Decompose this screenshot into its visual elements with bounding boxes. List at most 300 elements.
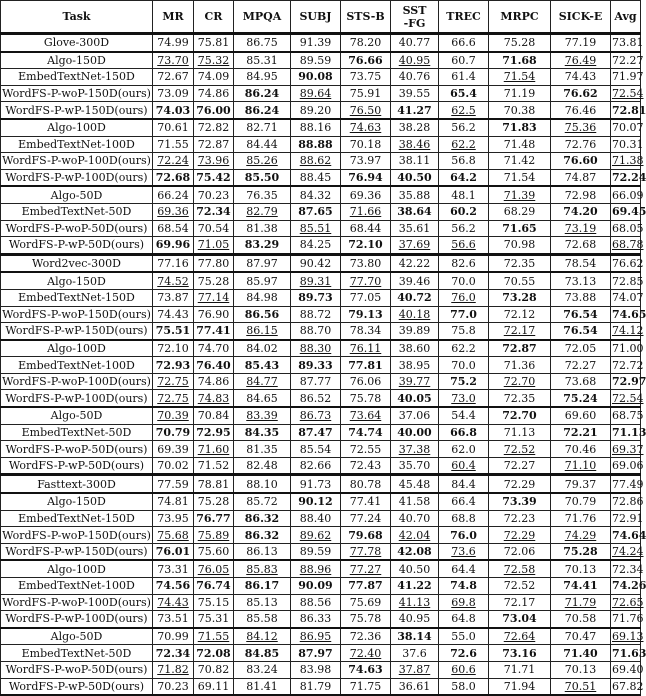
score-value: 77.78: [349, 545, 382, 559]
score-value: 37.06: [398, 409, 431, 423]
cell-mpqa: [234, 119, 291, 136]
score-value: 73.6: [451, 545, 476, 559]
table-row: [1, 306, 641, 323]
task-name: Fasttext-300D: [37, 477, 116, 491]
score-value: 86.24: [244, 87, 280, 101]
cell-mpqa: [234, 407, 291, 424]
score-value: 84.95: [246, 70, 278, 84]
cell-mrpc: [489, 289, 551, 306]
score-value: 62.2: [451, 341, 476, 355]
cell-subj: [291, 220, 341, 237]
table-row: [1, 645, 641, 662]
score-value: 90.12: [298, 495, 333, 509]
score-value: 42.08: [397, 545, 432, 559]
score-value: 76.60: [563, 154, 598, 168]
task-name: WordFS-P-wP-50D(ours): [8, 238, 145, 252]
score-value: 79.13: [348, 307, 383, 321]
cell-cr: [194, 153, 234, 170]
score-value: 72.24: [157, 154, 189, 168]
table-row: [1, 510, 641, 527]
score-value: 91.39: [299, 36, 332, 50]
cell-avg: [611, 357, 644, 374]
score-value: 75.32: [197, 53, 230, 67]
cell-cr: [194, 628, 234, 645]
score-value: 40.18: [398, 307, 431, 321]
cell-sicke: [551, 323, 611, 340]
task-name: EmbedTextNet-150D: [18, 70, 135, 84]
cell-sicke: [551, 390, 611, 407]
score-value: 38.14: [397, 630, 432, 644]
score-value: 72.27: [612, 53, 644, 67]
cell-mr: [153, 390, 194, 407]
score-value: 71.75: [349, 679, 382, 693]
cell-sicke: [551, 119, 611, 136]
cell-mpqa: [234, 52, 291, 69]
task-name: WordFS-P-wP-150D(ours): [5, 545, 148, 559]
score-value: 82.71: [246, 121, 278, 135]
cell-trec: [439, 441, 489, 458]
cell-mpqa: [234, 323, 291, 340]
cell-cr: [194, 510, 234, 527]
cell-mpqa: [234, 69, 291, 86]
cell-subj: [291, 493, 341, 510]
cell-cr: [194, 169, 234, 186]
score-value: 42.22: [398, 257, 431, 271]
score-value: 75.89: [197, 528, 230, 542]
score-value: 74.86: [197, 87, 230, 101]
score-value: 87.47: [298, 425, 333, 439]
score-value: 84.4: [451, 477, 476, 491]
cell-sstfg: [391, 357, 439, 374]
cell-sstfg: [391, 186, 439, 203]
cell-mrpc: [489, 407, 551, 424]
score-value: 74.12: [612, 324, 644, 338]
cell-mrpc: [489, 340, 551, 357]
cell-task: [1, 441, 153, 458]
table-row: [1, 136, 641, 153]
cell-stsb: [341, 237, 391, 255]
score-value: 73.39: [502, 495, 537, 509]
score-value: 72.29: [503, 528, 536, 542]
task-name: WordFS-P-woP-100D(ours): [2, 595, 151, 609]
cell-cr: [194, 220, 234, 237]
cell-mrpc: [489, 272, 551, 289]
score-value: 84.65: [246, 391, 278, 405]
score-value: 68.8: [451, 511, 476, 525]
score-value: 72.70: [503, 375, 536, 389]
score-value: 71.66: [349, 205, 382, 219]
cell-mpqa: [234, 678, 291, 695]
cell-cr: [194, 611, 234, 628]
cell-mr: [153, 594, 194, 611]
cell-sicke: [551, 69, 611, 86]
score-value: 74.43: [157, 595, 189, 609]
cell-sicke: [551, 52, 611, 69]
cell-mrpc: [489, 186, 551, 203]
cell-avg: [611, 237, 644, 255]
score-value: 62.2: [451, 137, 476, 151]
table-row: [1, 102, 641, 119]
table-row: [1, 34, 641, 52]
cell-task: [1, 373, 153, 390]
task-name: EmbedTextNet-150D: [18, 511, 135, 525]
cell-stsb: [341, 628, 391, 645]
score-value: 72.87: [502, 341, 537, 355]
cell-mpqa: [234, 527, 291, 544]
score-value: 77.59: [157, 477, 189, 491]
cell-task: [1, 323, 153, 340]
score-value: 70.13: [564, 663, 597, 677]
score-value: 86.33: [299, 612, 332, 626]
score-value: 75.2: [450, 375, 477, 389]
cell-sicke: [551, 611, 611, 628]
cell-stsb: [341, 594, 391, 611]
score-value: 75.81: [197, 36, 230, 50]
score-value: 77.16: [157, 257, 189, 271]
cell-mrpc: [489, 254, 551, 272]
cell-trec: [439, 424, 489, 441]
cell-mpqa: [234, 661, 291, 678]
cell-cr: [194, 594, 234, 611]
cell-sicke: [551, 661, 611, 678]
score-value: 71.55: [197, 630, 230, 644]
cell-mr: [153, 457, 194, 475]
cell-sicke: [551, 237, 611, 255]
cell-cr: [194, 272, 234, 289]
cell-subj: [291, 69, 341, 86]
score-value: 81.35: [246, 442, 278, 456]
cell-cr: [194, 203, 234, 220]
cell-sstfg: [391, 424, 439, 441]
cell-stsb: [341, 678, 391, 695]
cell-avg: [611, 493, 644, 510]
score-value: 82.79: [246, 205, 278, 219]
cell-mrpc: [489, 661, 551, 678]
cell-task: [1, 220, 153, 237]
cell-avg: [611, 390, 644, 407]
cell-task: [1, 136, 153, 153]
score-value: 72.72: [612, 358, 644, 372]
cell-mrpc: [489, 560, 551, 577]
cell-sstfg: [391, 407, 439, 424]
cell-avg: [611, 220, 644, 237]
cell-sicke: [551, 424, 611, 441]
score-value: 70.99: [157, 630, 189, 644]
score-value: 73.88: [564, 291, 597, 305]
cell-task: [1, 237, 153, 255]
cell-mpqa: [234, 457, 291, 475]
score-value: 68.54: [157, 221, 189, 235]
score-value: 76.66: [348, 53, 383, 67]
cell-stsb: [341, 52, 391, 69]
cell-trec: [439, 203, 489, 220]
cell-task: [1, 169, 153, 186]
cell-trec: [439, 527, 489, 544]
cell-cr: [194, 340, 234, 357]
cell-mpqa: [234, 510, 291, 527]
score-value: 74.87: [564, 171, 597, 185]
cell-sicke: [551, 186, 611, 203]
cell-sstfg: [391, 560, 439, 577]
cell-subj: [291, 357, 341, 374]
cell-trec: [439, 628, 489, 645]
task-name: WordFS-P-wP-100D(ours): [5, 171, 148, 185]
task-name: WordFS-P-woP-50D(ours): [5, 221, 148, 235]
score-value: 70.54: [197, 221, 230, 235]
cell-mr: [153, 289, 194, 306]
cell-task: [1, 390, 153, 407]
score-value: 40.95: [398, 53, 431, 67]
cell-cr: [194, 424, 234, 441]
score-value: 58.0: [451, 679, 476, 693]
task-name: Algo-150D: [47, 53, 106, 67]
score-value: 81.38: [246, 221, 278, 235]
score-value: 78.81: [197, 477, 230, 491]
score-value: 71.65: [502, 221, 537, 235]
score-value: 72.17: [503, 595, 536, 609]
cell-subj: [291, 52, 341, 69]
cell-stsb: [341, 578, 391, 595]
task-name: EmbedTextNet-50D: [21, 205, 132, 219]
cell-mpqa: [234, 611, 291, 628]
cell-avg: [611, 373, 646, 390]
score-value: 75.8: [451, 324, 476, 338]
score-value: 39.89: [398, 324, 431, 338]
score-value: 88.88: [298, 137, 333, 151]
cell-trec: [439, 373, 489, 390]
task-name: Algo-100D: [47, 562, 106, 576]
cell-trec: [439, 136, 489, 153]
score-value: 71.54: [503, 70, 536, 84]
score-value: 89.33: [298, 358, 333, 372]
task-name: WordFS-P-wP-150D(ours): [5, 103, 148, 117]
score-value: 86.15: [246, 324, 278, 338]
score-value: 38.46: [398, 137, 431, 151]
cell-avg: [611, 340, 644, 357]
cell-avg: [611, 272, 644, 289]
cell-avg: [611, 136, 644, 153]
cell-trec: [439, 578, 489, 595]
cell-mrpc: [489, 169, 551, 186]
cell-sstfg: [391, 272, 439, 289]
score-value: 73.96: [197, 154, 230, 168]
cell-trec: [439, 306, 489, 323]
score-value: 80.78: [349, 477, 382, 491]
cell-mrpc: [489, 357, 551, 374]
cell-task: [1, 119, 153, 136]
cell-sstfg: [391, 510, 439, 527]
cell-mr: [153, 578, 194, 595]
cell-sstfg: [391, 85, 439, 102]
task-name: EmbedTextNet-100D: [18, 137, 135, 151]
score-value: 71.52: [197, 459, 230, 473]
score-value: 86.13: [246, 545, 278, 559]
score-value: 71.60: [197, 442, 230, 456]
score-value: 76.00: [196, 103, 231, 117]
score-value: 76.49: [564, 53, 597, 67]
cell-task: [1, 475, 153, 493]
score-value: 76.06: [349, 375, 382, 389]
score-value: 74.03: [155, 103, 191, 117]
score-value: 72.10: [348, 238, 383, 252]
cell-mr: [153, 203, 194, 220]
cell-stsb: [341, 254, 391, 272]
cell-cr: [194, 289, 234, 306]
cell-mrpc: [489, 441, 551, 458]
score-value: 56.8: [451, 154, 476, 168]
cell-mpqa: [234, 357, 291, 374]
cell-subj: [291, 661, 341, 678]
cell-mr: [153, 424, 194, 441]
score-value: 77.41: [196, 324, 231, 338]
score-value: 74.41: [563, 579, 598, 593]
cell-task: [1, 661, 153, 678]
score-value: 76.40: [196, 358, 231, 372]
cell-trec: [439, 475, 489, 493]
cell-trec: [439, 85, 489, 102]
table-row: [1, 578, 641, 595]
score-value: 48.1: [451, 188, 476, 202]
table-row: [1, 69, 641, 86]
score-value: 76.94: [348, 171, 383, 185]
table-row: [1, 475, 641, 493]
cell-trec: [439, 645, 489, 662]
score-value: 74.86: [197, 375, 230, 389]
cell-mpqa: [234, 645, 291, 662]
cell-sicke: [551, 102, 611, 119]
cell-subj: [291, 153, 341, 170]
score-value: 71.40: [563, 646, 598, 660]
cell-mrpc: [489, 203, 551, 220]
score-value: 83.29: [244, 238, 280, 252]
cell-avg: [611, 527, 646, 544]
cell-cr: [194, 85, 234, 102]
score-value: 90.08: [298, 70, 333, 84]
score-value: 86.75: [246, 36, 278, 50]
cell-subj: [291, 628, 341, 645]
task-name: Algo-50D: [50, 630, 103, 644]
score-value: 76.54: [563, 324, 598, 338]
cell-subj: [291, 289, 341, 306]
cell-subj: [291, 119, 341, 136]
table-row: [1, 661, 641, 678]
cell-subj: [291, 645, 341, 662]
score-value: 71.82: [157, 663, 189, 677]
score-value: 71.13: [612, 425, 646, 439]
cell-stsb: [341, 527, 391, 544]
score-value: 70.02: [157, 459, 189, 473]
cell-mrpc: [489, 457, 551, 475]
cell-mrpc: [489, 527, 551, 544]
score-value: 68.78: [612, 238, 644, 252]
cell-mr: [153, 560, 194, 577]
score-value: 72.70: [502, 409, 537, 423]
cell-subj: [291, 543, 341, 560]
cell-sicke: [551, 136, 611, 153]
score-value: 38.11: [398, 154, 431, 168]
score-value: 72.34: [196, 205, 231, 219]
cell-avg: [611, 594, 644, 611]
task-name: Algo-50D: [50, 409, 103, 423]
cell-avg: [611, 441, 644, 458]
score-value: 73.95: [157, 511, 189, 525]
cell-mpqa: [234, 560, 291, 577]
score-value: 74.56: [155, 579, 191, 593]
table-row: [1, 424, 641, 441]
cell-stsb: [341, 34, 391, 52]
cell-avg: [611, 289, 644, 306]
cell-sstfg: [391, 441, 439, 458]
score-value: 71.63: [612, 646, 646, 660]
cell-task: [1, 85, 153, 102]
cell-stsb: [341, 203, 391, 220]
cell-mpqa: [234, 390, 291, 407]
score-value: 41.58: [398, 495, 431, 509]
cell-stsb: [341, 136, 391, 153]
table-row: [1, 220, 641, 237]
score-value: 89.62: [299, 528, 332, 542]
score-value: 71.13: [503, 425, 536, 439]
score-value: 75.28: [563, 545, 598, 559]
cell-mr: [153, 373, 194, 390]
score-value: 73.75: [349, 70, 382, 84]
score-value: 73.31: [157, 562, 189, 576]
cell-sstfg: [391, 457, 439, 475]
cell-stsb: [341, 441, 391, 458]
score-value: 71.19: [503, 87, 536, 101]
score-value: 72.36: [349, 630, 382, 644]
header-stsb: STS-B: [341, 1, 391, 34]
score-value: 37.38: [398, 442, 431, 456]
cell-stsb: [341, 289, 391, 306]
score-value: 73.13: [564, 274, 597, 288]
task-name: EmbedTextNet-100D: [18, 579, 135, 593]
table-row: [1, 237, 641, 255]
cell-trec: [439, 661, 489, 678]
cell-mrpc: [489, 475, 551, 493]
score-value: 40.05: [397, 391, 432, 405]
table-row: [1, 493, 641, 510]
score-value: 72.76: [564, 137, 597, 151]
score-value: 75.91: [349, 87, 382, 101]
cell-mpqa: [234, 373, 291, 390]
score-value: 70.0: [451, 274, 476, 288]
score-value: 73.97: [349, 154, 382, 168]
score-value: 72.27: [503, 459, 536, 473]
cell-sicke: [551, 169, 611, 186]
score-value: 71.05: [197, 238, 230, 252]
cell-task: [1, 69, 153, 86]
cell-mr: [153, 340, 194, 357]
cell-cr: [194, 390, 234, 407]
task-name: WordFS-P-wP-50D(ours): [8, 459, 145, 473]
score-value: 72.54: [612, 87, 644, 101]
cell-mpqa: [234, 340, 291, 357]
task-name: WordFS-P-woP-150D(ours): [2, 528, 151, 542]
score-value: 69.60: [564, 409, 597, 423]
table-row: [1, 203, 641, 220]
cell-trec: [439, 153, 489, 170]
cell-task: [1, 678, 153, 695]
score-value: 41.13: [398, 595, 431, 609]
score-value: 84.25: [299, 238, 332, 252]
cell-avg: [611, 611, 644, 628]
cell-mr: [153, 119, 194, 136]
score-value: 72.58: [503, 562, 536, 576]
cell-mrpc: [489, 628, 551, 645]
score-value: 75.78: [349, 391, 382, 405]
cell-mpqa: [234, 186, 291, 203]
